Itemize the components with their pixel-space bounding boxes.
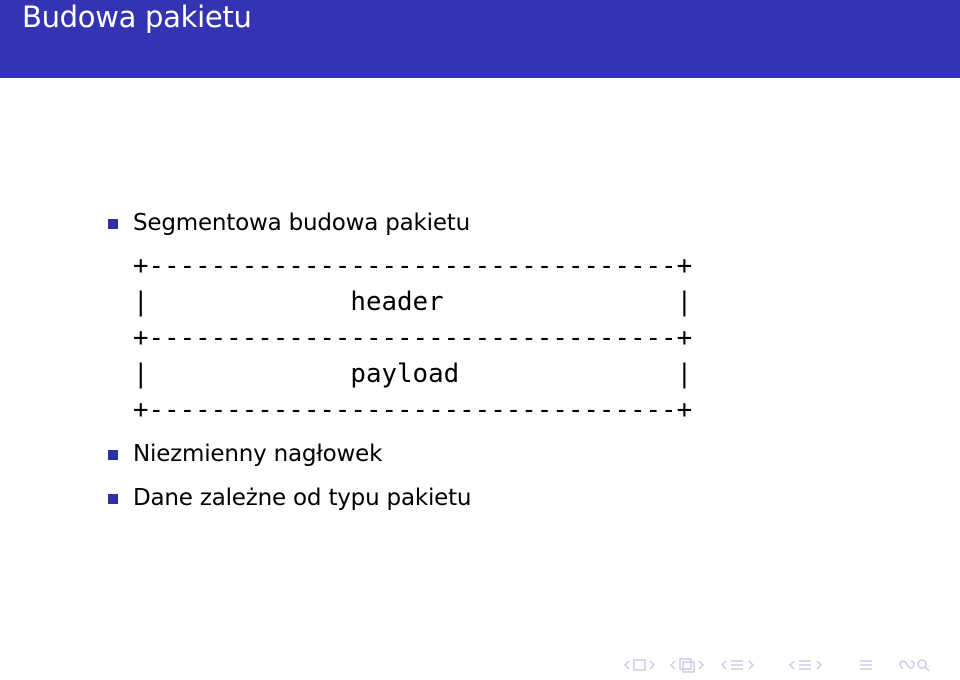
arrow-left-icon[interactable] xyxy=(790,661,794,669)
arrow-right-icon[interactable] xyxy=(817,661,821,669)
search-loop-icon[interactable] xyxy=(900,660,929,671)
bullet-marker-icon xyxy=(108,219,118,229)
subsection-icon[interactable] xyxy=(731,661,743,669)
diagram-payload-row: | payload | xyxy=(133,359,693,389)
frame-icon[interactable] xyxy=(680,659,694,672)
bullet-item: Segmentowa budowa pakietu xyxy=(133,210,471,236)
arrow-left-icon[interactable] xyxy=(625,661,629,669)
diagram-border-line: +----------------------------------+ xyxy=(133,323,693,353)
navigation-bar xyxy=(622,657,952,673)
arrow-left-icon[interactable] xyxy=(671,661,675,669)
diagram-border-line: +----------------------------------+ xyxy=(133,251,693,281)
bullet-item: Niezmienny nagłowek xyxy=(133,441,383,467)
arrow-right-icon[interactable] xyxy=(699,661,703,669)
diagram-border-line: +----------------------------------+ xyxy=(133,395,693,425)
bullet-marker-icon xyxy=(108,450,118,460)
slide-title: Budowa pakietu xyxy=(22,0,252,34)
align-icon[interactable] xyxy=(860,661,872,669)
arrow-right-icon[interactable] xyxy=(650,661,654,669)
bullet-item: Dane zależne od typu pakietu xyxy=(133,485,472,511)
section-icon[interactable] xyxy=(799,661,811,669)
slide-icon[interactable] xyxy=(634,660,645,670)
arrow-right-icon[interactable] xyxy=(749,661,753,669)
arrow-left-icon[interactable] xyxy=(722,661,726,669)
title-bar xyxy=(0,0,960,78)
diagram-header-row: | header | xyxy=(133,287,693,317)
bullet-marker-icon xyxy=(108,494,118,504)
